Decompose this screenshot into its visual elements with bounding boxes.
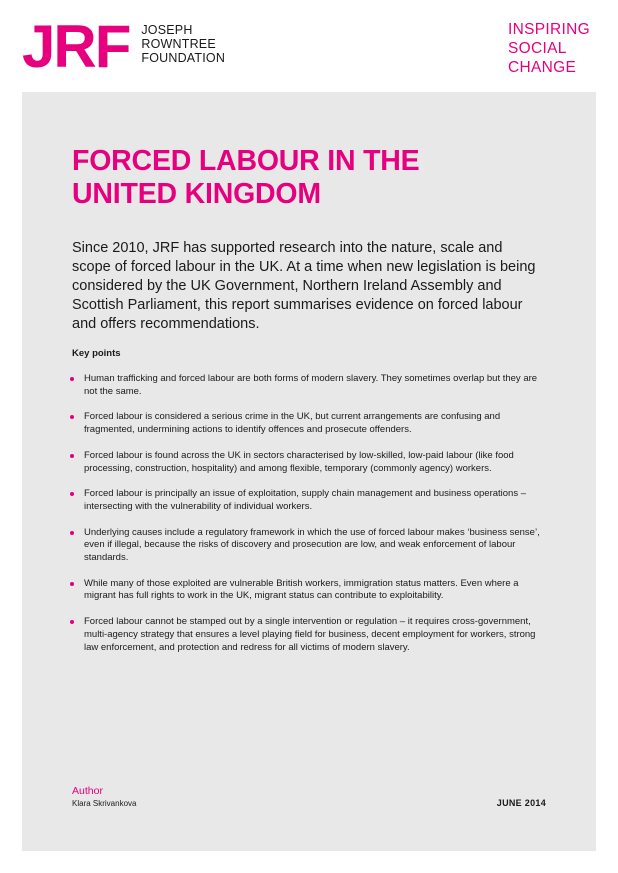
key-point-text: Forced labour is considered a serious crime in the UK, but current arrangements are confusing and fragmented, undermining actions to identify offences and prosecute offenders. <box>84 411 501 436</box>
logo-line: ROWNTREE <box>141 37 216 51</box>
bullet-icon <box>70 582 74 586</box>
key-point-text: Human trafficking and forced labour are both forms of modern slavery. They sometimes overlap but they are not the same. <box>84 373 538 397</box>
key-point-item <box>68 527 552 565</box>
key-point-item <box>68 450 552 475</box>
title-line: FORCED LABOUR IN THE <box>72 145 420 177</box>
key-point-item <box>68 578 552 603</box>
key-point-text: Forced labour is principally an issue of exploitation, supply chain management and business operations – intersecting with the vulnerability of individual workers. <box>84 488 527 512</box>
tagline-line: SOCIAL <box>508 40 567 57</box>
bullet-icon <box>70 531 74 535</box>
tagline-line: INSPIRING <box>508 21 590 38</box>
bullet-icon <box>70 415 74 419</box>
bullet-icon <box>70 492 74 496</box>
key-point-text: Underlying causes include a regulatory framework in which the use of forced labour makes ‘business sense’, even if illegal, because the risks of discovery and prosecution are low, and weak enforcement of labour standards. <box>84 526 540 564</box>
key-points-heading: Key points <box>72 348 121 359</box>
author-label: Author <box>72 785 103 797</box>
summary-panel <box>22 92 596 851</box>
tagline <box>508 20 590 77</box>
bullet-icon <box>70 454 74 458</box>
key-point-item <box>68 373 552 398</box>
intro-paragraph: Since 2010, JRF has supported research into the nature, scale and scope of forced labour in the UK. At a time when new legislation is being considered by the UK Government, Northern Ireland Assembly and Scottish Parliament, this report summarises evidence on forced labour and offers recommendations. <box>72 240 536 332</box>
key-point-item <box>68 616 552 654</box>
logo-line: JOSEPH <box>141 23 193 37</box>
key-point-text: Forced labour is found across the UK in sectors characterised by low-skilled, low-paid labour (like food processing, construction, hospitality) and among flexible, temporary (commonly agency) workers. <box>84 449 514 474</box>
logo-wordmark <box>141 23 225 65</box>
page-title <box>72 145 552 211</box>
tagline-line: CHANGE <box>508 59 577 76</box>
logo-mark: JRF <box>22 13 130 80</box>
bullet-icon <box>70 620 74 624</box>
bullet-icon <box>70 377 74 381</box>
publication-date: JUNE 2014 <box>496 798 546 808</box>
key-point-item <box>68 488 552 513</box>
jrf-logo[interactable] <box>22 13 226 80</box>
key-points-list <box>68 373 552 667</box>
logo-line: FOUNDATION <box>141 51 226 65</box>
key-point-text: While many of those exploited are vulnerable British workers, immigration status matters. Even where a migrant has full rights to work in the UK, migrant status can contribute to exploitability. <box>84 577 519 602</box>
key-point-item <box>68 411 552 436</box>
key-point-text: Forced labour cannot be stamped out by a single intervention or regulation – it requires cross-government, multi-agency strategy that ensures a level playing field for business, decent employment for workers, strong law enforcement, and protection and redress for all victims of modern slavery. <box>84 616 536 653</box>
title-line: UNITED KINGDOM <box>72 178 321 210</box>
author-name: Klara Skrivankova <box>72 799 137 808</box>
